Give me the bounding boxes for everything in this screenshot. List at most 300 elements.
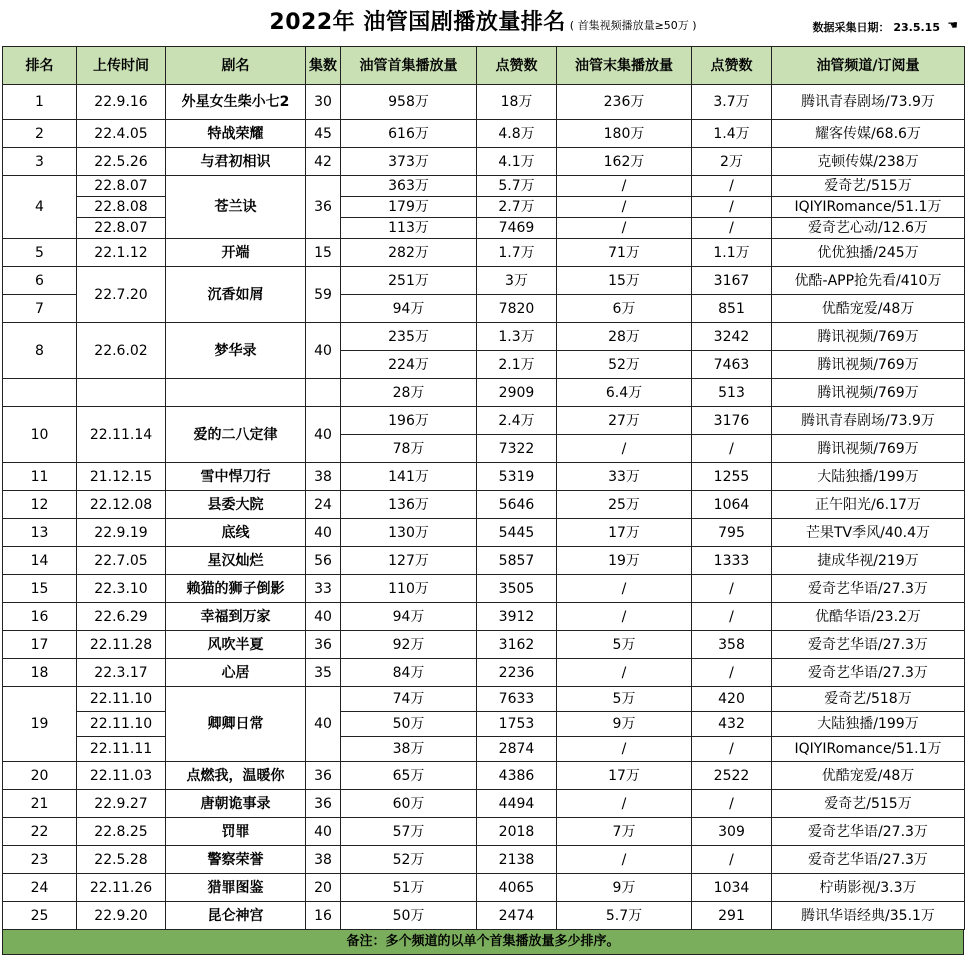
first-views-cell: 363万 — [341, 176, 477, 197]
episodes-cell: 15 — [306, 239, 341, 267]
first-views-cell: 251万 — [341, 267, 477, 295]
table-row — [3, 687, 965, 712]
episodes-cell: 40 — [306, 407, 341, 463]
rank-cell: 12 — [3, 491, 77, 519]
upload-date-cell: 22.6.29 — [77, 603, 166, 631]
table-row — [3, 790, 965, 818]
first-views-cell: 28万 — [341, 379, 477, 407]
upload-date-cell: 22.11.10 — [77, 687, 166, 712]
first-likes-cell: 5646 — [477, 491, 557, 519]
table-row — [3, 631, 965, 659]
rank-cell: 24 — [3, 874, 77, 902]
table-row — [3, 407, 965, 435]
rank-cell: 22 — [3, 818, 77, 846]
first-views-cell: 235万 — [341, 323, 477, 351]
drama-name-cell: 唐朝诡事录 — [166, 790, 306, 818]
header-last-views: 油管末集播放量 — [557, 47, 692, 85]
channel-cell: 爱奇艺/518万 — [772, 687, 965, 712]
episodes-cell: 30 — [306, 85, 341, 120]
upload-date-cell: 22.3.10 — [77, 575, 166, 603]
episodes-cell: 24 — [306, 491, 341, 519]
first-views-cell: 38万 — [341, 737, 477, 762]
first-likes-cell: 3162 — [477, 631, 557, 659]
last-likes-cell: / — [692, 846, 772, 874]
channel-cell: 腾讯视频/769万 — [772, 351, 965, 379]
table-row — [3, 603, 965, 631]
table-row — [3, 176, 965, 197]
first-likes-cell: 2236 — [477, 659, 557, 687]
last-likes-cell: 1333 — [692, 547, 772, 575]
channel-cell: 爱奇艺华语/27.3万 — [772, 818, 965, 846]
episodes-cell: 36 — [306, 762, 341, 790]
drama-name-cell: 点燃我，温暖你 — [166, 762, 306, 790]
last-views-cell: 9万 — [557, 874, 692, 902]
drama-name-cell: 猎罪图鉴 — [166, 874, 306, 902]
header-rank: 排名 — [3, 47, 77, 85]
table-row — [3, 491, 965, 519]
drama-name-cell: 苍兰诀 — [166, 176, 306, 239]
first-views-cell: 141万 — [341, 463, 477, 491]
last-views-cell: 52万 — [557, 351, 692, 379]
first-likes-cell: 5319 — [477, 463, 557, 491]
last-likes-cell: / — [692, 197, 772, 218]
channel-cell: 大陆独播/199万 — [772, 712, 965, 737]
rank-cell: 20 — [3, 762, 77, 790]
rank-cell: 25 — [3, 902, 77, 930]
drama-name-cell: 外星女生柴小七2 — [166, 85, 306, 120]
upload-date-cell — [77, 379, 166, 407]
last-likes-cell: 795 — [692, 519, 772, 547]
first-views-cell: 50万 — [341, 712, 477, 737]
rank-cell: 16 — [3, 603, 77, 631]
first-views-cell: 84万 — [341, 659, 477, 687]
rank-cell: 7 — [3, 295, 77, 323]
episodes-cell: 40 — [306, 323, 341, 379]
rank-cell — [3, 379, 77, 407]
first-likes-cell: 2018 — [477, 818, 557, 846]
table-row — [3, 575, 965, 603]
first-views-cell: 136万 — [341, 491, 477, 519]
last-likes-cell: 3167 — [692, 267, 772, 295]
drama-name-cell: 昆仑神宫 — [166, 902, 306, 930]
upload-date-cell: 22.7.20 — [77, 267, 166, 323]
last-likes-cell: 3176 — [692, 407, 772, 435]
rank-cell: 4 — [3, 176, 77, 239]
episodes-cell: 20 — [306, 874, 341, 902]
last-views-cell: 9万 — [557, 712, 692, 737]
upload-date-cell: 21.12.15 — [77, 463, 166, 491]
drama-name-cell: 卿卿日常 — [166, 687, 306, 762]
channel-cell: 爱奇艺华语/27.3万 — [772, 575, 965, 603]
last-views-cell: / — [557, 790, 692, 818]
table-row — [3, 197, 965, 218]
table-row — [3, 659, 965, 687]
last-likes-cell: / — [692, 603, 772, 631]
last-likes-cell: 1.1万 — [692, 239, 772, 267]
first-likes-cell: 7469 — [477, 218, 557, 239]
last-likes-cell: 2522 — [692, 762, 772, 790]
last-views-cell: 15万 — [557, 267, 692, 295]
channel-cell: 优优独播/245万 — [772, 239, 965, 267]
episodes-cell: 40 — [306, 818, 341, 846]
table-row — [3, 762, 965, 790]
first-views-cell: 51万 — [341, 874, 477, 902]
episodes-cell: 16 — [306, 902, 341, 930]
episodes-cell: 36 — [306, 631, 341, 659]
ranking-table — [2, 46, 965, 930]
first-likes-cell: 4.1万 — [477, 148, 557, 176]
table-row — [3, 323, 965, 351]
upload-date-cell: 22.11.26 — [77, 874, 166, 902]
upload-date-cell: 22.3.17 — [77, 659, 166, 687]
channel-cell: 正午阳光/6.17万 — [772, 491, 965, 519]
rank-cell: 14 — [3, 547, 77, 575]
first-views-cell: 60万 — [341, 790, 477, 818]
channel-cell: 优酷华语/23.2万 — [772, 603, 965, 631]
episodes-cell: 36 — [306, 176, 341, 239]
rank-cell: 8 — [3, 323, 77, 379]
title-text: 2022年 油管国剧播放量排名 — [269, 10, 566, 35]
channel-cell: 芒果TV季风/40.4万 — [772, 519, 965, 547]
first-likes-cell: 3万 — [477, 267, 557, 295]
first-likes-cell: 4386 — [477, 762, 557, 790]
table-row — [3, 239, 965, 267]
last-views-cell: / — [557, 846, 692, 874]
first-likes-cell: 5857 — [477, 547, 557, 575]
channel-cell: 捷成华视/219万 — [772, 547, 965, 575]
last-views-cell: / — [557, 218, 692, 239]
first-likes-cell: 4065 — [477, 874, 557, 902]
table-row — [3, 463, 965, 491]
channel-cell: 柠萌影视/3.3万 — [772, 874, 965, 902]
channel-cell: 腾讯青春剧场/73.9万 — [772, 85, 965, 120]
drama-name-cell: 赖猫的狮子倒影 — [166, 575, 306, 603]
first-likes-cell: 1.3万 — [477, 323, 557, 351]
channel-cell: 腾讯华语经典/35.1万 — [772, 902, 965, 930]
episodes-cell: 40 — [306, 519, 341, 547]
drama-name-cell: 风吹半夏 — [166, 631, 306, 659]
last-views-cell: 7万 — [557, 818, 692, 846]
rank-cell: 21 — [3, 790, 77, 818]
table-row — [3, 902, 965, 930]
header-episodes: 集数 — [306, 47, 341, 85]
channel-cell: 爱奇艺华语/27.3万 — [772, 631, 965, 659]
episodes-cell: 40 — [306, 687, 341, 762]
first-likes-cell: 7322 — [477, 435, 557, 463]
first-likes-cell: 2474 — [477, 902, 557, 930]
rank-cell: 13 — [3, 519, 77, 547]
channel-cell: 大陆独播/199万 — [772, 463, 965, 491]
upload-date-cell: 22.4.05 — [77, 120, 166, 148]
drama-name-cell: 梦华录 — [166, 323, 306, 379]
table-row — [3, 547, 965, 575]
episodes-cell: 38 — [306, 846, 341, 874]
episodes-cell: 59 — [306, 267, 341, 323]
footer-note: 备注：多个频道的以单个首集播放量多少排序。 — [2, 929, 964, 955]
first-likes-cell: 1.7万 — [477, 239, 557, 267]
first-views-cell: 373万 — [341, 148, 477, 176]
first-views-cell: 958万 — [341, 85, 477, 120]
last-likes-cell: / — [692, 218, 772, 239]
first-likes-cell: 5.7万 — [477, 176, 557, 197]
table-row — [3, 267, 965, 295]
table-row — [3, 874, 965, 902]
pointing-hand-icon: ☚ — [947, 18, 958, 32]
channel-cell: 腾讯青春剧场/73.9万 — [772, 407, 965, 435]
last-views-cell: 236万 — [557, 85, 692, 120]
table-row — [3, 379, 965, 407]
drama-name-cell: 沉香如屑 — [166, 267, 306, 323]
last-likes-cell: 432 — [692, 712, 772, 737]
last-views-cell: 25万 — [557, 491, 692, 519]
channel-cell: IQIYIRomance/51.1万 — [772, 197, 965, 218]
drama-name-cell: 星汉灿烂 — [166, 547, 306, 575]
first-views-cell: 94万 — [341, 295, 477, 323]
first-likes-cell: 4494 — [477, 790, 557, 818]
header-first-likes: 点赞数 — [477, 47, 557, 85]
first-likes-cell: 3505 — [477, 575, 557, 603]
last-views-cell: 5.7万 — [557, 902, 692, 930]
header-drama-name: 剧名 — [166, 47, 306, 85]
first-views-cell: 130万 — [341, 519, 477, 547]
first-views-cell: 78万 — [341, 435, 477, 463]
header-upload-date: 上传时间 — [77, 47, 166, 85]
drama-name-cell: 爱的二八定律 — [166, 407, 306, 463]
first-views-cell: 127万 — [341, 547, 477, 575]
episodes-cell: 35 — [306, 659, 341, 687]
last-views-cell: 5万 — [557, 687, 692, 712]
last-likes-cell: 420 — [692, 687, 772, 712]
upload-date-cell: 22.8.07 — [77, 218, 166, 239]
channel-cell: IQIYIRomance/51.1万 — [772, 737, 965, 762]
channel-cell: 优酷宠爱/48万 — [772, 762, 965, 790]
first-likes-cell: 7820 — [477, 295, 557, 323]
upload-date-cell: 22.11.14 — [77, 407, 166, 463]
first-views-cell: 282万 — [341, 239, 477, 267]
rank-cell: 3 — [3, 148, 77, 176]
upload-date-cell: 22.9.27 — [77, 790, 166, 818]
last-likes-cell: / — [692, 659, 772, 687]
upload-date-cell: 22.1.12 — [77, 239, 166, 267]
date-label: 数据采集日期： — [812, 21, 890, 34]
table-row — [3, 846, 965, 874]
last-views-cell: 6万 — [557, 295, 692, 323]
first-views-cell: 224万 — [341, 351, 477, 379]
upload-date-cell: 22.11.03 — [77, 762, 166, 790]
last-views-cell: 17万 — [557, 519, 692, 547]
first-likes-cell: 2874 — [477, 737, 557, 762]
header-last-likes: 点赞数 — [692, 47, 772, 85]
first-views-cell: 50万 — [341, 902, 477, 930]
header-row — [3, 47, 965, 85]
upload-date-cell: 22.12.08 — [77, 491, 166, 519]
table-row — [3, 818, 965, 846]
first-likes-cell: 2138 — [477, 846, 557, 874]
drama-name-cell: 与君初相识 — [166, 148, 306, 176]
date-value: 23.5.15 — [893, 21, 940, 34]
upload-date-cell: 22.6.02 — [77, 323, 166, 379]
last-likes-cell: / — [692, 790, 772, 818]
first-likes-cell: 2909 — [477, 379, 557, 407]
rank-cell: 11 — [3, 463, 77, 491]
rank-cell: 6 — [3, 267, 77, 295]
channel-cell: 腾讯视频/769万 — [772, 435, 965, 463]
table-row — [3, 519, 965, 547]
rank-cell: 1 — [3, 85, 77, 120]
upload-date-cell: 22.11.10 — [77, 712, 166, 737]
upload-date-cell: 22.8.08 — [77, 197, 166, 218]
rank-cell: 17 — [3, 631, 77, 659]
rank-cell: 18 — [3, 659, 77, 687]
upload-date-cell: 22.9.16 — [77, 85, 166, 120]
last-views-cell: / — [557, 575, 692, 603]
drama-name-cell — [166, 379, 306, 407]
channel-cell: 爱奇艺/515万 — [772, 176, 965, 197]
drama-name-cell: 幸福到万家 — [166, 603, 306, 631]
rank-cell: 15 — [3, 575, 77, 603]
last-views-cell: / — [557, 435, 692, 463]
first-views-cell: 65万 — [341, 762, 477, 790]
episodes-cell: 40 — [306, 603, 341, 631]
last-likes-cell: 358 — [692, 631, 772, 659]
upload-date-cell: 22.5.28 — [77, 846, 166, 874]
channel-cell: 腾讯视频/769万 — [772, 323, 965, 351]
rank-cell: 19 — [3, 687, 77, 762]
first-likes-cell: 1753 — [477, 712, 557, 737]
last-views-cell: 180万 — [557, 120, 692, 148]
channel-cell: 爱奇艺华语/27.3万 — [772, 659, 965, 687]
drama-name-cell: 心居 — [166, 659, 306, 687]
drama-name-cell: 警察荣誉 — [166, 846, 306, 874]
last-views-cell: / — [557, 176, 692, 197]
last-likes-cell: 1064 — [692, 491, 772, 519]
table-row — [3, 712, 965, 737]
first-views-cell: 616万 — [341, 120, 477, 148]
last-views-cell: 33万 — [557, 463, 692, 491]
episodes-cell: 36 — [306, 790, 341, 818]
first-views-cell: 94万 — [341, 603, 477, 631]
table-row — [3, 737, 965, 762]
drama-name-cell: 底线 — [166, 519, 306, 547]
last-views-cell: / — [557, 197, 692, 218]
channel-cell: 优酷-APP抢先看/410万 — [772, 267, 965, 295]
first-views-cell: 57万 — [341, 818, 477, 846]
channel-cell: 耀客传媒/68.6万 — [772, 120, 965, 148]
first-views-cell: 113万 — [341, 218, 477, 239]
last-likes-cell: 3242 — [692, 323, 772, 351]
first-likes-cell: 2.7万 — [477, 197, 557, 218]
header-first-views: 油管首集播放量 — [341, 47, 477, 85]
collection-date — [813, 19, 940, 35]
last-views-cell: 27万 — [557, 407, 692, 435]
table-row — [3, 148, 965, 176]
last-likes-cell: / — [692, 176, 772, 197]
upload-date-cell: 22.8.25 — [77, 818, 166, 846]
first-likes-cell: 3912 — [477, 603, 557, 631]
upload-date-cell: 22.5.26 — [77, 148, 166, 176]
episodes-cell: 45 — [306, 120, 341, 148]
last-likes-cell: 7463 — [692, 351, 772, 379]
upload-date-cell: 22.7.05 — [77, 547, 166, 575]
first-likes-cell: 5445 — [477, 519, 557, 547]
last-views-cell: 19万 — [557, 547, 692, 575]
last-views-cell: 71万 — [557, 239, 692, 267]
last-views-cell: / — [557, 659, 692, 687]
drama-name-cell: 开端 — [166, 239, 306, 267]
drama-name-cell: 特战荣耀 — [166, 120, 306, 148]
last-likes-cell: 1034 — [692, 874, 772, 902]
first-views-cell: 196万 — [341, 407, 477, 435]
title-note: ( 首集视频播放量≥50万 ) — [569, 19, 697, 32]
episodes-cell: 33 — [306, 575, 341, 603]
drama-name-cell: 雪中悍刀行 — [166, 463, 306, 491]
first-views-cell: 92万 — [341, 631, 477, 659]
episodes-cell: 42 — [306, 148, 341, 176]
last-likes-cell: 309 — [692, 818, 772, 846]
last-likes-cell: 1255 — [692, 463, 772, 491]
first-likes-cell: 2.4万 — [477, 407, 557, 435]
table-row — [3, 120, 965, 148]
channel-cell: 克顿传媒/238万 — [772, 148, 965, 176]
first-views-cell: 52万 — [341, 846, 477, 874]
last-likes-cell: 513 — [692, 379, 772, 407]
channel-cell: 爱奇艺/515万 — [772, 790, 965, 818]
last-likes-cell: 291 — [692, 902, 772, 930]
upload-date-cell: 22.8.07 — [77, 176, 166, 197]
rank-cell: 10 — [3, 407, 77, 463]
last-views-cell: 17万 — [557, 762, 692, 790]
first-likes-cell: 7633 — [477, 687, 557, 712]
drama-name-cell: 县委大院 — [166, 491, 306, 519]
rank-cell: 2 — [3, 120, 77, 148]
first-views-cell: 74万 — [341, 687, 477, 712]
channel-cell: 腾讯视频/769万 — [772, 379, 965, 407]
title-bar — [0, 0, 966, 46]
upload-date-cell: 22.11.11 — [77, 737, 166, 762]
last-likes-cell: / — [692, 575, 772, 603]
channel-cell: 爱奇艺心动/12.6万 — [772, 218, 965, 239]
first-views-cell: 179万 — [341, 197, 477, 218]
first-views-cell: 110万 — [341, 575, 477, 603]
first-likes-cell: 18万 — [477, 85, 557, 120]
last-likes-cell: 851 — [692, 295, 772, 323]
rank-cell: 5 — [3, 239, 77, 267]
last-views-cell: 5万 — [557, 631, 692, 659]
drama-name-cell: 罚罪 — [166, 818, 306, 846]
first-likes-cell: 2.1万 — [477, 351, 557, 379]
last-views-cell: / — [557, 603, 692, 631]
last-likes-cell: 3.7万 — [692, 85, 772, 120]
header-channel: 油管频道/订阅量 — [772, 47, 965, 85]
last-likes-cell: / — [692, 737, 772, 762]
last-views-cell: 6.4万 — [557, 379, 692, 407]
episodes-cell: 56 — [306, 547, 341, 575]
table-row — [3, 85, 965, 120]
last-views-cell: 28万 — [557, 323, 692, 351]
last-likes-cell: 2万 — [692, 148, 772, 176]
rank-cell: 23 — [3, 846, 77, 874]
upload-date-cell: 22.9.19 — [77, 519, 166, 547]
channel-cell: 爱奇艺华语/27.3万 — [772, 846, 965, 874]
last-likes-cell: 1.4万 — [692, 120, 772, 148]
last-views-cell: 162万 — [557, 148, 692, 176]
upload-date-cell: 22.11.28 — [77, 631, 166, 659]
upload-date-cell: 22.9.20 — [77, 902, 166, 930]
episodes-cell: 38 — [306, 463, 341, 491]
episodes-cell — [306, 379, 341, 407]
last-views-cell: / — [557, 737, 692, 762]
last-likes-cell: / — [692, 435, 772, 463]
